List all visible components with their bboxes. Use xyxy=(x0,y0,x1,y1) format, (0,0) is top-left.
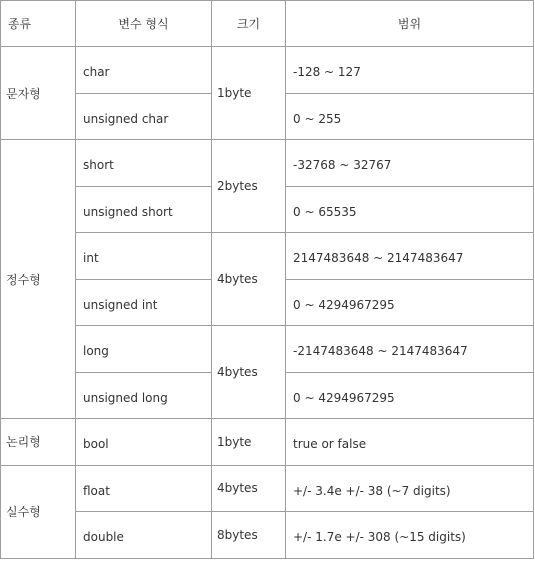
table-row xyxy=(1,140,534,187)
type-cell: float xyxy=(76,465,212,512)
size-cell: 4bytes xyxy=(212,326,286,419)
category-cell: 논리형 xyxy=(1,419,76,466)
table-row xyxy=(1,419,534,466)
type-cell: double xyxy=(76,512,212,559)
range-cell: 0 ~ 65535 xyxy=(286,186,534,233)
type-cell: unsigned char xyxy=(76,93,212,140)
type-cell: unsigned int xyxy=(76,279,212,326)
size-cell: 1byte xyxy=(212,419,286,466)
type-cell: char xyxy=(76,47,212,94)
range-cell: true or false xyxy=(286,419,534,466)
category-cell: 문자형 xyxy=(1,47,76,140)
size-cell: 2bytes xyxy=(212,140,286,233)
size-cell: 4bytes xyxy=(212,465,286,512)
range-cell: 0 ~ 255 xyxy=(286,93,534,140)
header-row xyxy=(1,1,534,47)
header-type: 변수 형식 xyxy=(76,1,212,47)
range-cell: +/- 3.4e +/- 38 (~7 digits) xyxy=(286,465,534,512)
table-row xyxy=(1,326,534,373)
type-cell: short xyxy=(76,140,212,187)
table-row xyxy=(1,233,534,280)
range-cell: -32768 ~ 32767 xyxy=(286,140,534,187)
type-cell: bool xyxy=(76,419,212,466)
range-cell: 0 ~ 4294967295 xyxy=(286,372,534,419)
type-cell: long xyxy=(76,326,212,373)
type-cell: unsigned long xyxy=(76,372,212,419)
header-size: 크기 xyxy=(212,1,286,47)
range-cell: +/- 1.7e +/- 308 (~15 digits) xyxy=(286,512,534,559)
size-cell: 4bytes xyxy=(212,233,286,326)
table-row xyxy=(1,512,534,559)
size-cell: 8bytes xyxy=(212,512,286,559)
category-cell: 실수형 xyxy=(1,465,76,558)
range-cell: -2147483648 ~ 2147483647 xyxy=(286,326,534,373)
header-range: 범위 xyxy=(286,1,534,47)
type-cell: unsigned short xyxy=(76,186,212,233)
range-cell: -128 ~ 127 xyxy=(286,47,534,94)
header-category: 종류 xyxy=(1,1,76,47)
range-cell: 0 ~ 4294967295 xyxy=(286,279,534,326)
table-row xyxy=(1,465,534,512)
size-cell: 1byte xyxy=(212,47,286,140)
range-cell: 2147483648 ~ 2147483647 xyxy=(286,233,534,280)
category-cell: 정수형 xyxy=(1,140,76,419)
type-cell: int xyxy=(76,233,212,280)
table-row xyxy=(1,47,534,94)
